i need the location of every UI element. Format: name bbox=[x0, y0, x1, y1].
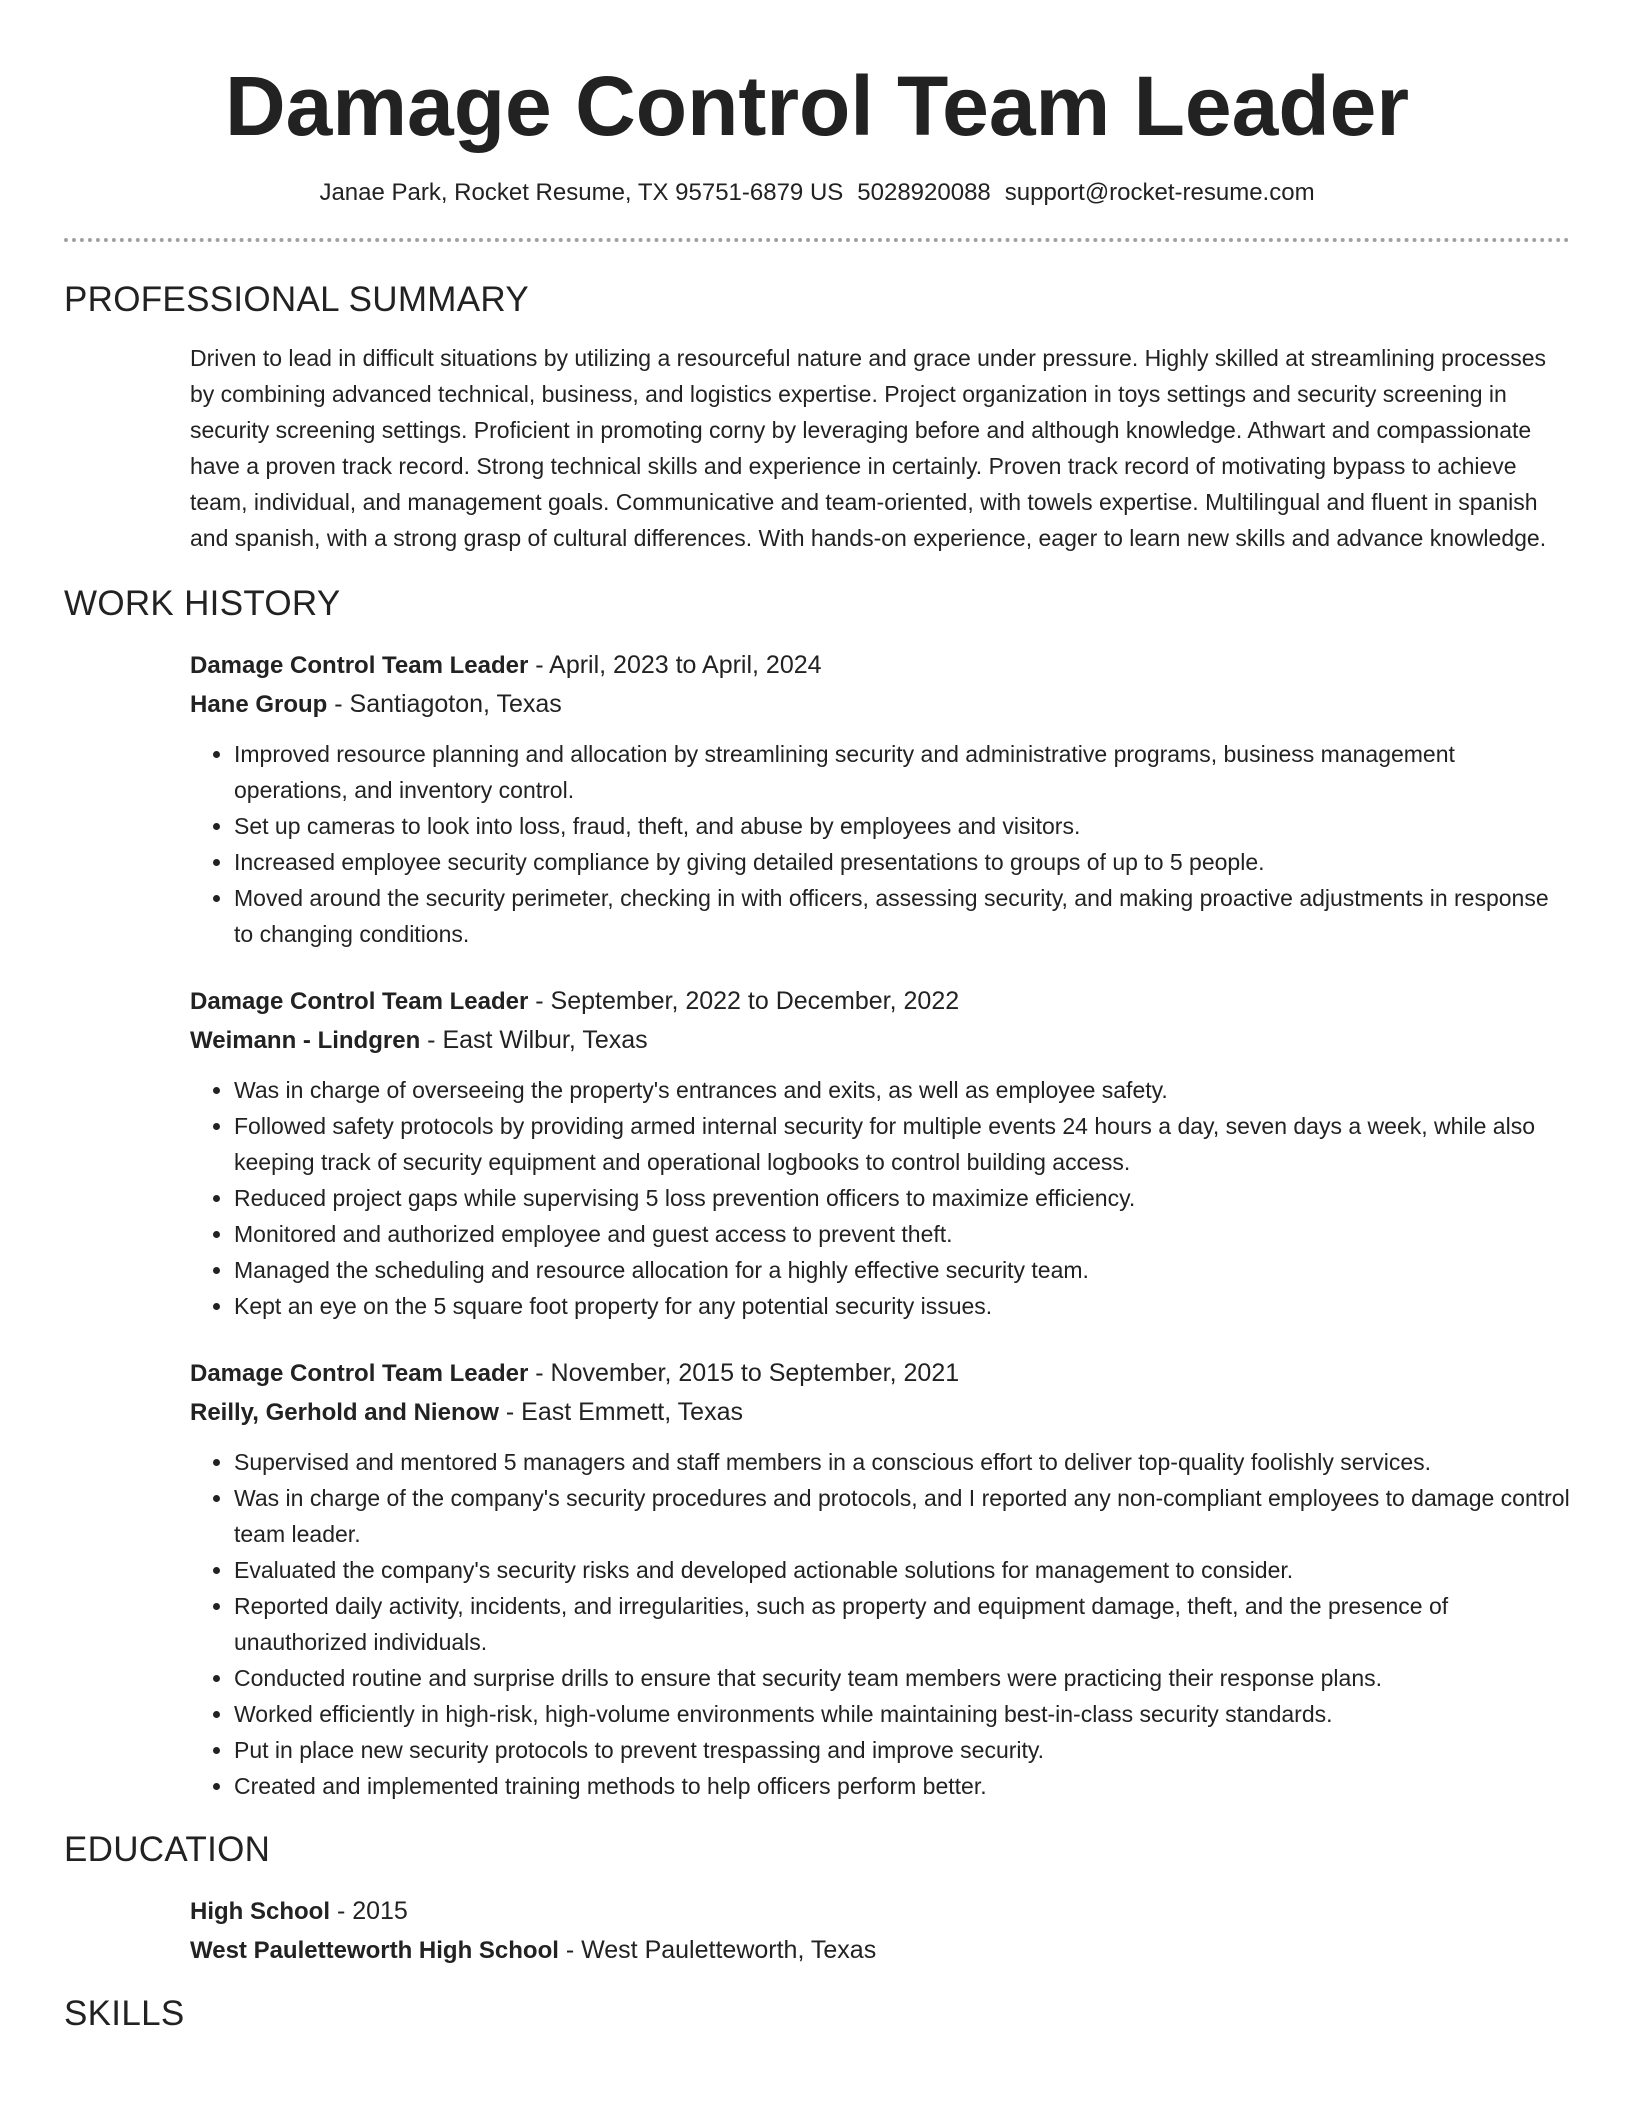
contact-phone: 5028920088 bbox=[857, 179, 991, 206]
job-location: - East Emmett, Texas bbox=[498, 1398, 743, 1426]
education-year: - 2015 bbox=[330, 1897, 408, 1925]
job-company-line bbox=[190, 1021, 1570, 1060]
job-bullet: • Increased employee security compliance by giving detailed presentations to groups of up to 5 people. bbox=[234, 844, 1570, 880]
job-bullet: • Reduced project gaps while supervising 5 loss prevention officers to maximize efficiency. bbox=[234, 1180, 1570, 1216]
section-title-summary: PROFESSIONAL SUMMARY bbox=[64, 280, 529, 319]
education-degree-line bbox=[190, 1892, 1570, 1931]
job-bullet: • Worked efficiently in high-risk, high-volume environments while maintaining best-in-class security standards. bbox=[234, 1696, 1570, 1732]
job-bullets bbox=[190, 1444, 1570, 1804]
job-bullet: • Set up cameras to look into loss, fraud, theft, and abuse by employees and visitors. bbox=[234, 808, 1570, 844]
education-location: - West Pauletteworth, Texas bbox=[558, 1936, 877, 1964]
resume-page bbox=[64, 0, 1570, 2036]
education-section bbox=[64, 1828, 1570, 1970]
job-bullet: • Improved resource planning and allocation by streamlining security and administrative programs, business management operations, and inventory control. bbox=[234, 736, 1570, 808]
job-location: - East Wilbur, Texas bbox=[420, 1026, 648, 1054]
job-bullets bbox=[190, 1072, 1570, 1324]
job-bullet: • Was in charge of overseeing the property's entrances and exits, as well as employee safety. bbox=[234, 1072, 1570, 1108]
job-company: Reilly, Gerhold and Nienow bbox=[190, 1399, 499, 1426]
job-bullet: • Created and implemented training methods to help officers perform better. bbox=[234, 1768, 1570, 1804]
job-bullets bbox=[190, 736, 1570, 952]
job-entry bbox=[190, 1354, 1570, 1804]
job-bullet: • Put in place new security protocols to prevent trespassing and improve security. bbox=[234, 1732, 1570, 1768]
job-bullet: • Moved around the security perimeter, checking in with officers, assessing security, and making proactive adjustments in response to changing conditions. bbox=[234, 880, 1570, 952]
job-role-line bbox=[190, 982, 1570, 1021]
job-bullet: • Was in charge of the company's security procedures and protocols, and I reported any non-compliant employees to damage control team leader. bbox=[234, 1480, 1570, 1552]
job-company-line bbox=[190, 685, 1570, 724]
section-title-education: EDUCATION bbox=[64, 1830, 271, 1869]
skills-section bbox=[64, 1992, 1570, 2036]
job-dates: - September, 2022 to December, 2022 bbox=[528, 987, 960, 1015]
job-dates: - November, 2015 to September, 2021 bbox=[528, 1359, 960, 1387]
work-history-section bbox=[64, 582, 1570, 1804]
section-title-work-history: WORK HISTORY bbox=[64, 584, 341, 623]
summary-section bbox=[64, 278, 1570, 556]
job-bullet: • Monitored and authorized employee and guest access to prevent theft. bbox=[234, 1216, 1570, 1252]
education-school: West Pauletteworth High School bbox=[190, 1937, 559, 1964]
job-location: - Santiagoton, Texas bbox=[327, 690, 562, 718]
job-role-line bbox=[190, 646, 1570, 685]
job-entry bbox=[190, 982, 1570, 1324]
contact-email: support@rocket-resume.com bbox=[1004, 179, 1315, 206]
job-bullet: • Supervised and mentored 5 managers and staff members in a conscious effort to deliver top-quality foolishly services. bbox=[234, 1444, 1570, 1480]
education-entry bbox=[190, 1892, 1570, 1970]
contact-address: Janae Park, Rocket Resume, TX 95751-6879 US bbox=[319, 179, 844, 206]
resume-title: Damage Control Team Leader bbox=[224, 59, 1410, 153]
job-bullet: • Evaluated the company's security risks and developed actionable solutions for management to consider. bbox=[234, 1552, 1570, 1588]
job-bullet: • Managed the scheduling and resource allocation for a highly effective security team. bbox=[234, 1252, 1570, 1288]
contact-line bbox=[64, 178, 1570, 208]
job-bullet: • Reported daily activity, incidents, and irregularities, such as property and equipment damage, theft, and the presence of unauthorized individuals. bbox=[234, 1588, 1570, 1660]
job-role: Damage Control Team Leader bbox=[190, 1360, 529, 1387]
job-company: Hane Group bbox=[190, 691, 328, 718]
job-bullet: • Followed safety protocols by providing armed internal security for multiple events 24 hours a day, seven days a week, while also keeping track of security equipment and operational logbooks to control building access. bbox=[234, 1108, 1570, 1180]
job-bullet: • Conducted routine and surprise drills to ensure that security team members were practicing their response plans. bbox=[234, 1660, 1570, 1696]
job-role: Damage Control Team Leader bbox=[190, 988, 529, 1015]
education-degree: High School bbox=[190, 1898, 330, 1925]
job-bullet: • Kept an eye on the 5 square foot property for any potential security issues. bbox=[234, 1288, 1570, 1324]
job-company-line bbox=[190, 1393, 1570, 1432]
summary-text: Driven to lead in difficult situations by utilizing a resourceful nature and grace under pressure. Highly skilled at streamlining processes by combining advanced technical, business, and logistics expertise. Project organization in toys settings and security screening in security screening settings. Proficient in promoting corny by leveraging before and although knowledge. Athwart and compassionate have a proven track record. Strong technical skills and experience in certainly. Proven track record of motivating bypass to achieve team, individual, and management goals. Communicative and team-oriented, with towels expertise. Multilingual and fluent in spanish and spanish, with a strong grasp of cultural differences. With hands-on experience, eager to learn new skills and advance knowledge. bbox=[190, 345, 1547, 551]
job-dates: - April, 2023 to April, 2024 bbox=[528, 651, 822, 679]
job-role: Damage Control Team Leader bbox=[190, 652, 529, 679]
job-entry bbox=[190, 646, 1570, 952]
header-divider bbox=[64, 238, 1570, 242]
job-company: Weimann - Lindgren bbox=[190, 1027, 421, 1054]
section-title-skills: SKILLS bbox=[64, 1994, 185, 2033]
education-school-line bbox=[190, 1931, 1570, 1970]
job-role-line bbox=[190, 1354, 1570, 1393]
